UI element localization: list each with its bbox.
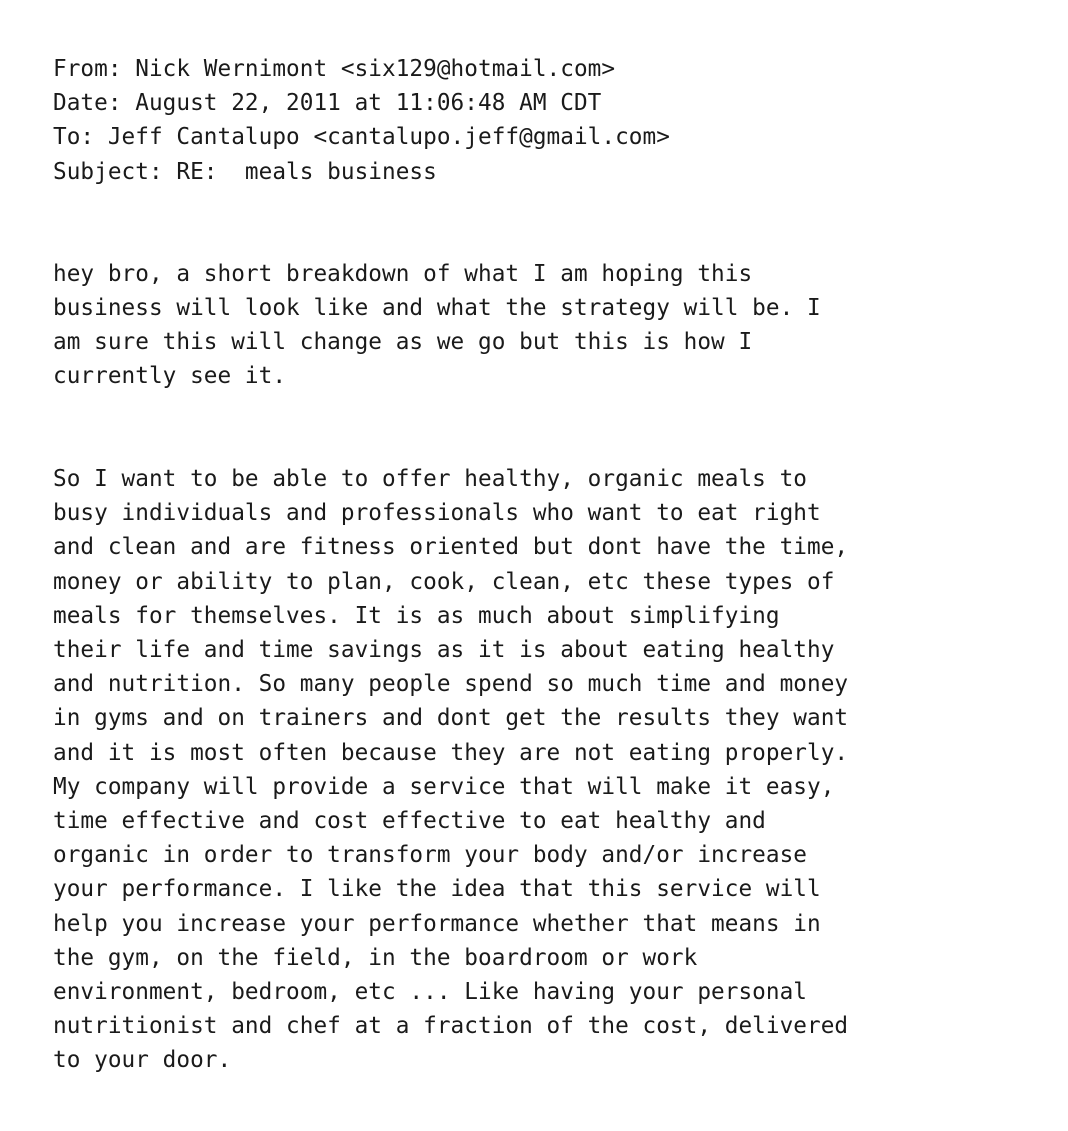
email-body: [53, 257, 1043, 1078]
subject-line: Subject: RE: meals business: [53, 158, 437, 185]
email-headers: [53, 52, 1043, 189]
from-line: From: Nick Wernimont <six129@hotmail.com>: [53, 56, 616, 82]
date-line: Date: August 22, 2011 at 11:06:48 AM CDT: [53, 90, 602, 117]
body-paragraph-plan: So I want to be able to offer healthy, organic meals to busy individuals and professionals who want to eat right and clean and are fitness oriented but dont have the time, money or ability to plan, cook, clean, etc these types of meals for themselves. It is as much about simplifying their life and time savings as it is about eating healthy and nutrition. So many people spend so much time and money in gyms and on trainers and dont get the results they want and it is most often because they are not eating properly. My company will provide a service that will make it easy, time effective and cost effective to eat healthy and organic in order to transform your body and/or increase your performance. I like the idea that this service will help you increase your performance whether that means in the gym, on the field, in the boardroom or work environment, bedroom, etc ... Like having your personal nutritionist and chef at a fraction of the cost, delivered to your door.: [53, 466, 849, 1074]
to-line: To: Jeff Cantalupo <cantalupo.jeff@gmail.com>: [53, 124, 670, 151]
email-document: [53, 52, 1043, 1078]
body-paragraph-intro: hey bro, a short breakdown of what I am hoping this business will look like and what the strategy will be. I am sure this will change as we go but this is how I currently see it.: [53, 260, 821, 390]
